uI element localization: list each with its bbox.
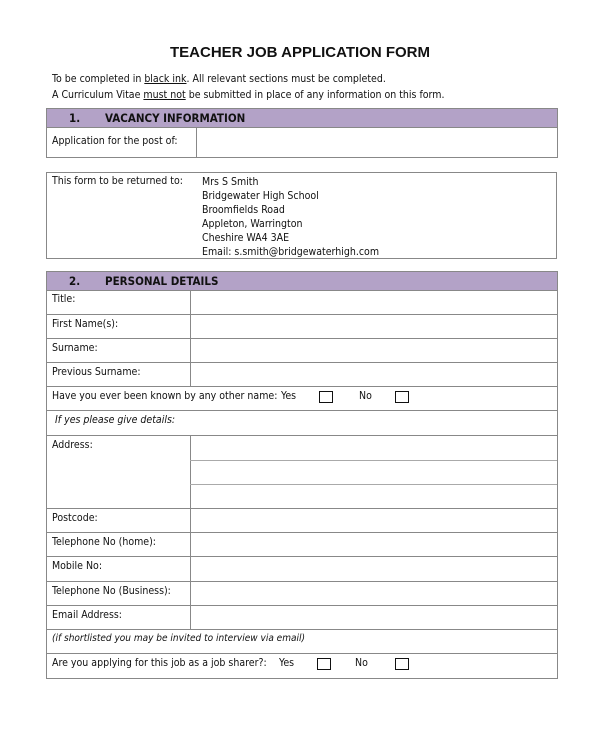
tel-business-label: Telephone No (Business): <box>52 585 171 597</box>
previous-surname-row[interactable] <box>46 363 558 387</box>
tel-home-label: Telephone No (home): <box>52 536 156 548</box>
address-line: Appleton, Warrington <box>202 218 303 230</box>
intro-text: be submitted in place of any information on this form. <box>185 89 445 101</box>
tel-home-row[interactable] <box>46 533 558 557</box>
divider <box>190 290 191 314</box>
no-label: No <box>359 390 372 402</box>
intro-text: . All relevant sections must be completed. <box>186 73 386 85</box>
return-address-box <box>46 172 557 259</box>
tel-business-row[interactable] <box>46 582 558 606</box>
address-line: Bridgewater High School <box>202 190 319 202</box>
address-line: Email: s.smith@bridgewaterhigh.com <box>202 246 380 258</box>
details-row[interactable] <box>46 411 558 436</box>
divider <box>190 339 191 362</box>
job-sharer-row <box>46 654 558 679</box>
title-label: Title: <box>52 293 76 305</box>
divider <box>190 436 191 508</box>
postcode-label: Postcode: <box>52 512 98 524</box>
no-checkbox[interactable] <box>395 391 409 403</box>
divider <box>190 533 191 556</box>
return-label: This form to be returned to: <box>52 175 183 187</box>
details-label: If yes please give details: <box>55 414 176 426</box>
title-row[interactable] <box>46 290 558 315</box>
shortlist-note: (if shortlisted you may be invited to interview via email) <box>52 633 306 644</box>
intro-emphasis: must not <box>143 89 186 101</box>
yes-checkbox[interactable] <box>319 391 333 403</box>
divider <box>190 606 191 629</box>
job-sharer-label: Are you applying for this job as a job sharer?: <box>52 657 267 669</box>
divider <box>190 315 191 338</box>
first-name-row[interactable] <box>46 315 558 339</box>
yes-label: Yes <box>279 657 295 669</box>
intro-line-2 <box>52 89 444 101</box>
section-number: 1. <box>69 111 81 125</box>
surname-row[interactable] <box>46 339 558 363</box>
post-label: Application for the post of: <box>52 135 178 147</box>
post-input[interactable] <box>197 127 557 157</box>
email-row[interactable] <box>46 606 558 630</box>
intro-text: A Curriculum Vitae <box>52 89 144 101</box>
address-label: Address: <box>52 439 93 451</box>
other-name-row <box>46 387 558 411</box>
address-line: Mrs S Smith <box>202 176 259 188</box>
first-name-label: First Name(s): <box>52 318 119 330</box>
no-label: No <box>355 657 368 669</box>
section-number: 2. <box>69 274 81 288</box>
postcode-row[interactable] <box>46 509 558 533</box>
intro-emphasis: black ink <box>144 73 187 85</box>
address-line: Cheshire WA4 3AE <box>202 232 290 244</box>
divider <box>190 557 191 581</box>
post-row <box>46 127 558 158</box>
mobile-row[interactable] <box>46 557 558 582</box>
previous-surname-label: Previous Surname: <box>52 366 141 378</box>
address-line-divider <box>190 484 557 485</box>
section-2-header <box>46 271 558 291</box>
surname-label: Surname: <box>52 342 98 354</box>
address-row[interactable] <box>46 436 558 509</box>
other-name-label: Have you ever been known by any other name: <box>52 390 278 402</box>
section-1-header <box>46 108 558 128</box>
divider <box>190 582 191 605</box>
mobile-label: Mobile No: <box>52 560 103 572</box>
yes-checkbox[interactable] <box>317 658 331 670</box>
page-title: TEACHER JOB APPLICATION FORM <box>169 44 430 61</box>
divider <box>190 509 191 532</box>
section-title: PERSONAL DETAILS <box>105 274 219 288</box>
yes-label: Yes <box>281 390 297 402</box>
intro-line-1 <box>52 73 386 85</box>
divider <box>190 363 191 386</box>
intro-text: To be completed in <box>52 73 145 85</box>
return-address <box>202 175 379 259</box>
section-title: VACANCY INFORMATION <box>105 111 246 125</box>
address-line: Broomfields Road <box>202 204 285 216</box>
address-line-divider <box>190 460 557 461</box>
email-label: Email Address: <box>52 609 122 621</box>
shortlist-note-row <box>46 630 558 654</box>
no-checkbox[interactable] <box>395 658 409 670</box>
